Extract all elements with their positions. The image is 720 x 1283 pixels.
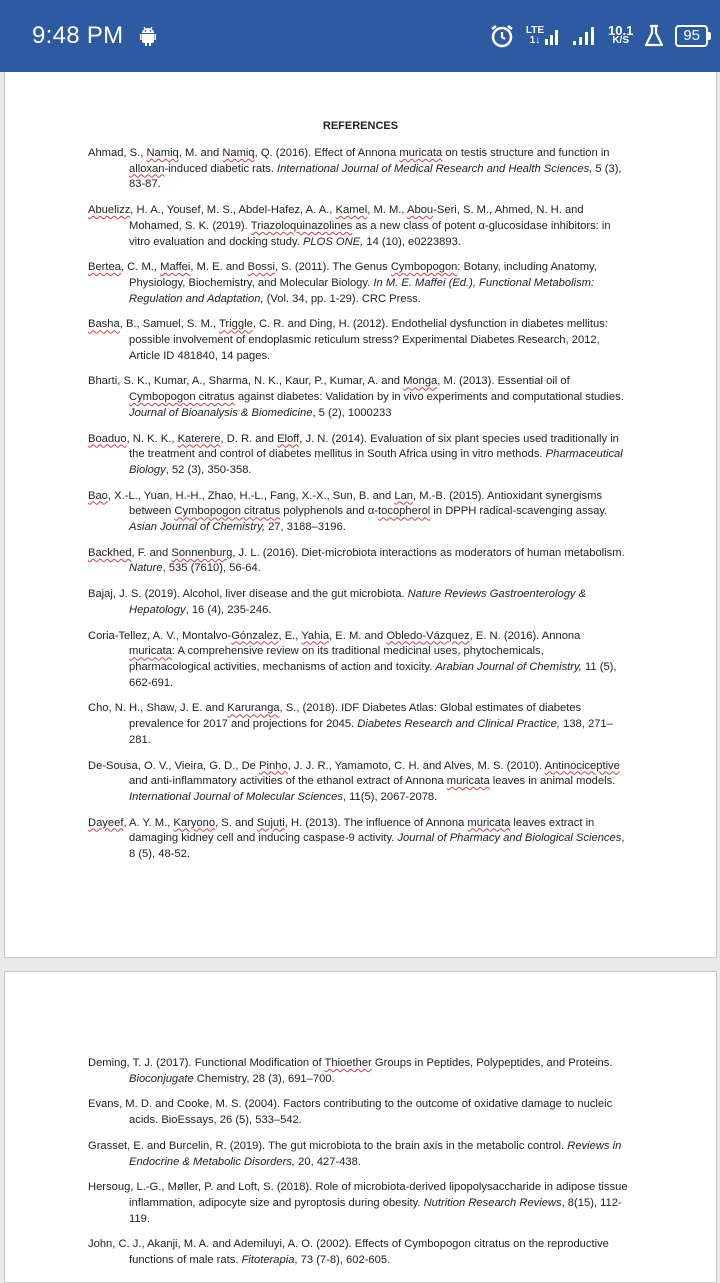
reference-text: leaves in animal models. (489, 775, 616, 788)
document-page-1[interactable] (4, 72, 717, 958)
reference-text: Bossi (247, 261, 275, 274)
reference-list-page-1 (88, 146, 628, 873)
reference-text: , E., (278, 629, 302, 642)
reference-text: , 5 (2), 1000233 (312, 406, 392, 419)
reference-source: International Journal of Molecular Sciences (129, 790, 343, 803)
reference-text: -Seri, S. M., Ahmed, N. H. and Mohamed, S. K. (2019). (129, 204, 584, 232)
reference-text: , 16 (4), 235-246. (185, 603, 272, 616)
reference-text: 20, 427-438. (295, 1155, 361, 1168)
reference-text: Katerere (177, 432, 221, 445)
reference-text: Monga (403, 375, 438, 388)
reference-text: Gónzalez (231, 629, 279, 642)
reference-text: , S. and (215, 816, 257, 829)
reference-text: Namiq (146, 147, 179, 159)
reference-text: , J. J. R., Yamamoto, C. H. and Alves, M. S. (2010). (287, 759, 545, 772)
reference-text: -induced diabetic rats. (164, 162, 278, 175)
reference-text: 11 (5), 662-691. (129, 660, 617, 689)
reference-source: Diabetes Research and Clinical Practice, (357, 718, 560, 731)
network-sub: 1↓ (529, 35, 541, 46)
reference-source: Fitoterapia (241, 1254, 295, 1267)
reference-entry (88, 1180, 628, 1227)
reference-text: muricata (129, 645, 172, 658)
reference-text: , M. and (178, 147, 223, 159)
reference-entry (88, 489, 628, 536)
reference-text: , Q. (2016). Effect of Annona (254, 147, 400, 159)
reference-text: Evans, M. D. and Cooke, M. S. (2004). Factors contributing to the outcome of oxidative damage to nucleic acids. BioEssays, 26 (5), 533–542. (88, 1098, 613, 1127)
reference-text: Yahia (301, 629, 330, 642)
reference-text: , M. E. and (190, 261, 248, 274)
reference-source: Nature (129, 562, 163, 575)
reference-text: Abou (407, 204, 434, 217)
reference-text: Basha (88, 318, 120, 331)
reference-source: Pharmaceutical Biology (129, 448, 623, 476)
reference-entry (88, 587, 628, 618)
reference-text: Deming, T. J. (2017). Functional Modification of (88, 1057, 325, 1069)
reference-text: Antinociceptive (544, 759, 620, 772)
reference-text: , D. R. and (220, 432, 278, 445)
reference-text: as a new class of potent α-glucosidase inhibitors: in vitro evaluation and docking study. (129, 219, 611, 248)
reference-entry (88, 1237, 628, 1268)
status-bar (0, 0, 720, 72)
network-type: LTE (525, 25, 544, 36)
reference-text: Karuranga (227, 702, 280, 715)
reference-source: Nature Reviews Gastroenterology & Hepatology (129, 588, 587, 616)
reference-text: (Vol. 34, pp. 1-29). CRC Press. (263, 292, 421, 305)
reference-text: Abuelizz (88, 204, 131, 217)
reference-text: Cho, N. H., Shaw, J. E. and (88, 702, 228, 715)
reference-text: muricata (467, 816, 511, 829)
reference-text: Maffei (160, 261, 191, 274)
network-speed (608, 23, 634, 46)
reference-text: Backhed (88, 546, 132, 559)
reference-text: Groups in Peptides, Polypeptides, and Proteins. (371, 1057, 613, 1069)
reference-text: Sonnenburg (171, 546, 233, 559)
reference-entry (88, 759, 628, 806)
document-page-2[interactable] (4, 971, 717, 1283)
reference-source: Bioconjugate (129, 1072, 194, 1085)
reference-text: , 73 (7-8), 602-605. (294, 1254, 391, 1267)
reference-text: , E. N. (2016). Annona (469, 629, 581, 642)
reference-entry (88, 432, 628, 479)
reference-source: International Journal of Medical Research and Health Sciences, (277, 162, 593, 175)
reference-text: , N. K. K., (126, 432, 178, 445)
android-debug-icon (136, 24, 160, 48)
reference-text: on testis structure and function in (442, 147, 610, 159)
reference-text: Cymbopogon citratus (174, 505, 281, 518)
reference-text: muricata (446, 775, 490, 788)
reference-entry (88, 1056, 628, 1087)
reference-entry (88, 1139, 628, 1170)
reference-text: , X.-L., Yuan, H.-H., Zhao, H.-L., Fang, X.-X., Sun, B. and (107, 489, 395, 502)
reference-text: Chemistry, 28 (3), 691–700. (193, 1072, 335, 1085)
reference-text: 138, 271–281. (129, 718, 613, 746)
reference-text: , S., (2018). IDF Diabetes Atlas: Global estimates of diabetes prevalence for 2017 and projections for 2045. (129, 702, 582, 731)
reference-text: Bharti, S. K., Kumar, A., Sharma, N. K., Kaur, P., Kumar, A. and (88, 375, 404, 388)
reference-source: Journal of Pharmacy and Biological Sciences (397, 832, 622, 845)
reference-text: alloxan (129, 162, 165, 175)
reference-source: Reviews in Endocrine & Metabolic Disorders, (129, 1139, 622, 1168)
reference-text: against diabetes: Validation by in vivo experiments and computational studies. (234, 391, 624, 404)
reference-text: : Botany, including Anatomy, Physiology, Biochemistry, and Molecular Biology. (129, 261, 597, 289)
reference-text: Triggle (219, 318, 253, 331)
reference-entry (88, 1097, 628, 1128)
reference-text: in DPPH radical-scavenging assay. (430, 505, 608, 518)
reference-source: Nutrition Research Reviews (423, 1196, 562, 1209)
lte-signal-icon (526, 25, 562, 47)
reference-text: , M. M., (367, 204, 408, 217)
reference-entry (88, 546, 628, 577)
reference-text: De-Sousa, O. V., Vieira, G. D., De (88, 759, 259, 772)
reference-text: Dayeef (88, 816, 124, 829)
reference-entry (88, 260, 628, 307)
reference-text: , E. M. and (329, 629, 387, 642)
reference-text: Bao (88, 489, 108, 502)
reference-text: and anti-inflammatory activities of the ethanol extract of Annona (129, 775, 447, 788)
reference-source: Journal of Bioanalysis & Biomedicine (129, 406, 313, 419)
reference-text: , C. R. and Ding, H. (2012). Endothelial dysfunction in diabetes mellitus: possible involvement of endoplasmic reticulum stress? Experimental Diabetes Research, 2012, Article ID 481840, 14 pages. (129, 318, 608, 362)
reference-text: Thioether (324, 1057, 372, 1069)
reference-text: Triazoloquinazolines (250, 219, 353, 232)
reference-text: Kamel (335, 204, 368, 217)
reference-text: , J. L. (2016). Diet-microbiota interactions as moderators of human metabolism. (232, 546, 625, 559)
reference-text: Bajaj, J. S. (2019). Alcohol, liver disease and the gut microbiota. (88, 588, 408, 601)
reference-list-page-2 (88, 1056, 628, 1279)
reference-source: Asian Journal of Chemistry, (129, 521, 265, 534)
references-heading: REFERENCES (322, 120, 399, 132)
reference-source: Arabian Journal of Chemistry, (435, 660, 582, 673)
reference-source: PLOS ONE, (302, 235, 364, 248)
reference-text: muricata (399, 147, 443, 159)
reference-entry (88, 701, 628, 748)
reference-entry (88, 317, 628, 364)
speed-unit: K/S (612, 35, 629, 46)
reference-text: , 11(5), 2067-2078. (342, 790, 438, 803)
status-time: 9:48 PM (32, 22, 124, 49)
reference-text: : A comprehensive review on its traditional medicinal uses, phytochemicals, pharmacological activities, mechanisms of action and toxicity. (129, 645, 544, 673)
reference-text: Namiq (222, 147, 255, 159)
reference-text: , M. (2013). Essential oil of (437, 375, 570, 388)
reference-text: , C. M., (120, 261, 161, 274)
reference-text: , J. N. (2014). Evaluation of six plant species used traditionally in the treatment and control of diabetes mellitus in South Africa using in vitro methods. (129, 432, 619, 461)
reference-text: , 8(15), 112-119. (129, 1196, 622, 1225)
reference-text: 14 (10), e0223893. (363, 235, 461, 248)
reference-text: , S. (2011). The Genus (274, 261, 391, 274)
reference-source: In M. E. Maffei (Ed.), Functional Metabolism: Regulation and Adaptation, (129, 276, 595, 305)
reference-text: Ahmad, S., (88, 147, 147, 159)
reference-text: tocopherol (378, 505, 431, 518)
reference-entry (88, 203, 628, 250)
reference-text: , A. Y. M., (123, 816, 174, 829)
reference-entry (88, 146, 628, 193)
signal-strength-icon (572, 25, 598, 47)
reference-text: Coria-Tellez, A. V., Montalvo- (88, 629, 232, 642)
reference-text: Boaduo (88, 432, 127, 445)
reference-text: polyphenols and α- (280, 505, 379, 518)
reference-text: Obledo-Vázquez (386, 629, 470, 642)
reference-text: , 52 (3), 350-358. (165, 463, 252, 476)
reference-entry (88, 374, 628, 421)
reference-text: , H. A., Yousef, M. S., Abdel-Hafez, A. A., (130, 204, 336, 217)
reference-text: Eloff (277, 432, 300, 445)
flask-icon (643, 24, 665, 48)
reference-entry (88, 629, 628, 692)
reference-text: 27, 3188–3196. (264, 521, 346, 534)
reference-text: , F. and (131, 546, 172, 559)
reference-text: Sujuti (256, 816, 285, 829)
alarm-icon (488, 22, 516, 50)
reference-text: , M.-B. (2015). Antioxidant synergisms between (129, 489, 603, 518)
reference-text: Pinho (259, 759, 288, 772)
reference-text: Bertea (88, 261, 121, 274)
reference-text: Karyono (173, 816, 216, 829)
reference-text: , 8 (5), 48-52. (129, 832, 625, 861)
reference-entry (88, 816, 628, 863)
reference-text: , 535 (7610), 56-64. (162, 562, 261, 575)
reference-text: 5 (3), 83-87. (129, 162, 622, 191)
speed-value: 10.1 (608, 23, 634, 38)
battery-indicator: 95 (675, 25, 708, 47)
reference-text: Grasset, E. and Burcelin, R. (2019). The gut microbiota to the brain axis in the metabolic control. (88, 1139, 568, 1152)
reference-text: John, C. J., Akanji, M. A. and Ademiluyi, A. O. (2002). Effects of Cymbopogon citratus on the reproductive functions of male rats. (88, 1238, 609, 1267)
reference-text: , H. (2013). The influence of Annona (284, 816, 468, 829)
reference-text: Cymbopogon citratus (129, 391, 235, 404)
reference-text: Hersoug, L.-G., Møller, P. and Loft, S. (2018). Role of microbiota-derived lipopolysaccharide in adipose tissue inflammation, adipocyte size and pyroptosis during obesity. (88, 1181, 628, 1209)
reference-text: Lan (394, 489, 414, 502)
reference-text: , B., Samuel, S. M., (119, 318, 220, 331)
reference-text: Cymbopogon (390, 261, 458, 274)
reference-text: leaves extract in damaging kidney cell and inducing caspase-9 activity. (129, 816, 595, 845)
